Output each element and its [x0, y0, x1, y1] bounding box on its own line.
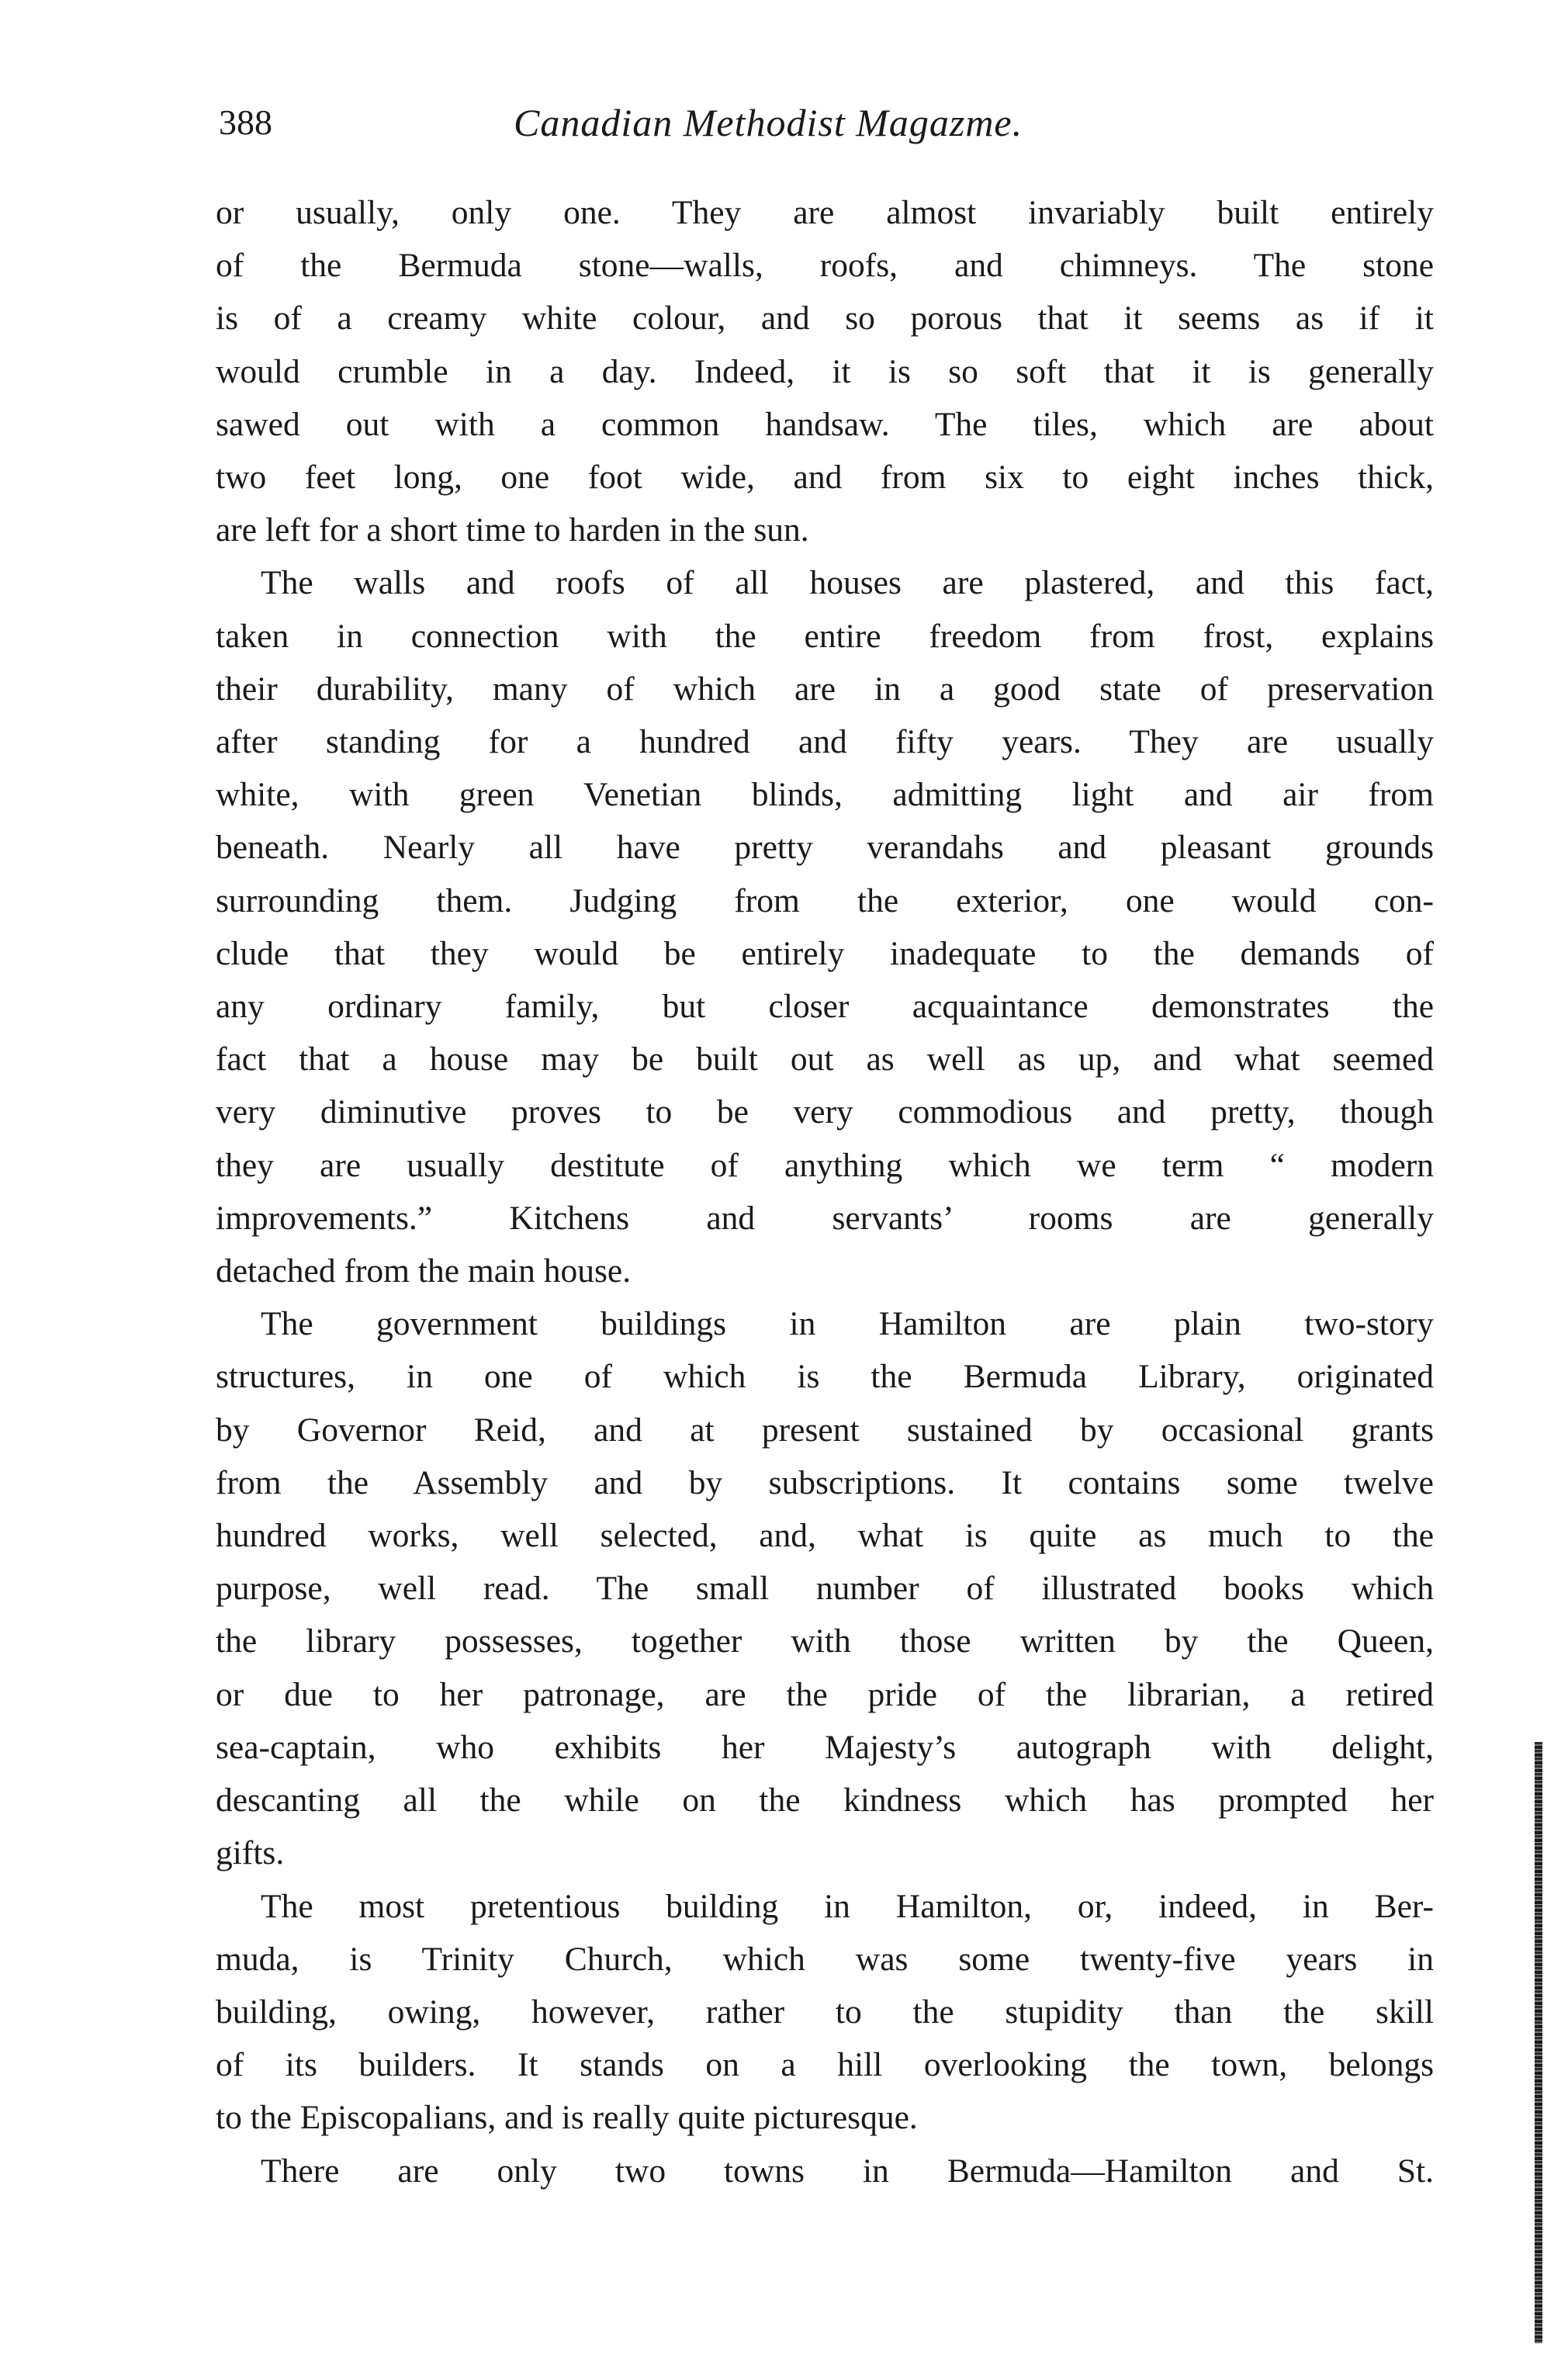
text-line: building, owing, however, rather to the stupidity than the skill: [216, 1993, 1434, 2031]
text-line: purpose, well read. The small number of illustrated books which: [216, 1570, 1434, 1608]
body-text: [216, 186, 1434, 2197]
text-line: clude that they would be entirely inadequate to the demands of: [216, 934, 1434, 972]
text-line: they are usually destitute of anything which we term “ modern: [216, 1146, 1434, 1184]
text-line: The most pretentious building in Hamilton, or, indeed, in Ber-: [261, 1887, 1434, 1925]
text-line: two feet long, one foot wide, and from six to eight inches thick,: [216, 459, 1434, 497]
text-line: improvements.” Kitchens and servants’ rooms are generally: [216, 1199, 1434, 1237]
text-line: to the Episcopalians, and is really quite picturesque.: [216, 2099, 918, 2137]
text-line: by Governor Reid, and at present sustained by occasional grants: [216, 1411, 1434, 1449]
text-line: or usually, only one. They are almost invariably built entirely: [216, 194, 1434, 231]
text-line: after standing for a hundred and fifty years. They are usually: [216, 723, 1434, 761]
text-line: taken in connection with the entire freedom from frost, explains: [216, 617, 1434, 655]
text-line: any ordinary family, but closer acquaintance demonstrates the: [216, 988, 1434, 1026]
page-edge-mark: [1535, 1742, 1542, 2343]
text-line: The government buildings in Hamilton are plain two-story: [261, 1305, 1434, 1343]
text-line: hundred works, well selected, and, what is quite as much to the: [216, 1517, 1434, 1555]
text-line: fact that a house may be built out as well as up, and what seemed: [216, 1041, 1434, 1079]
text-line: descanting all the while on the kindness which has prompted her: [216, 1782, 1434, 1820]
text-line: There are only two towns in Bermuda—Hamilton and St.: [261, 2152, 1434, 2190]
text-line: gifts.: [216, 1834, 285, 1872]
text-line: beneath. Nearly all have pretty verandahs and pleasant grounds: [216, 829, 1434, 867]
text-line: is of a creamy white colour, and so porous that it seems as if it: [216, 300, 1434, 338]
text-line: detached from the main house.: [216, 1252, 632, 1290]
text-line: surrounding them. Judging from the exterior, one would con-: [216, 881, 1434, 919]
text-line: their durability, many of which are in a good state of preservation: [216, 670, 1434, 708]
text-line: The walls and roofs of all houses are plastered, and this fact,: [261, 564, 1434, 602]
text-line: white, with green Venetian blinds, admitting light and air from: [216, 776, 1434, 814]
page-number: 388: [219, 102, 272, 142]
text-line: structures, in one of which is the Bermuda Library, originated: [216, 1358, 1434, 1396]
text-line: or due to her patronage, are the pride of the librarian, a retired: [216, 1675, 1434, 1713]
text-line: sawed out with a common handsaw. The tiles, which are about: [216, 405, 1434, 443]
text-line: very diminutive proves to be very commodious and pretty, though: [216, 1093, 1434, 1131]
text-line: would crumble in a day. Indeed, it is so soft that it is generally: [216, 352, 1434, 390]
running-title: Canadian Methodist Magazme.: [514, 101, 1023, 144]
text-line: the library possesses, together with those written by the Queen,: [216, 1622, 1434, 1660]
text-line: from the Assembly and by subscriptions. It contains some twelve: [216, 1463, 1434, 1501]
running-head: [219, 99, 1429, 161]
text-line: sea-captain, who exhibits her Majesty’s autograph with delight,: [216, 1728, 1434, 1766]
text-line: of its builders. It stands on a hill overlooking the town, belongs: [216, 2046, 1434, 2084]
text-line: are left for a short time to harden in the sun.: [216, 511, 809, 549]
text-line: of the Bermuda stone—walls, roofs, and chimneys. The stone: [216, 247, 1434, 285]
text-line: muda, is Trinity Church, which was some twenty-five years in: [216, 1940, 1434, 1978]
